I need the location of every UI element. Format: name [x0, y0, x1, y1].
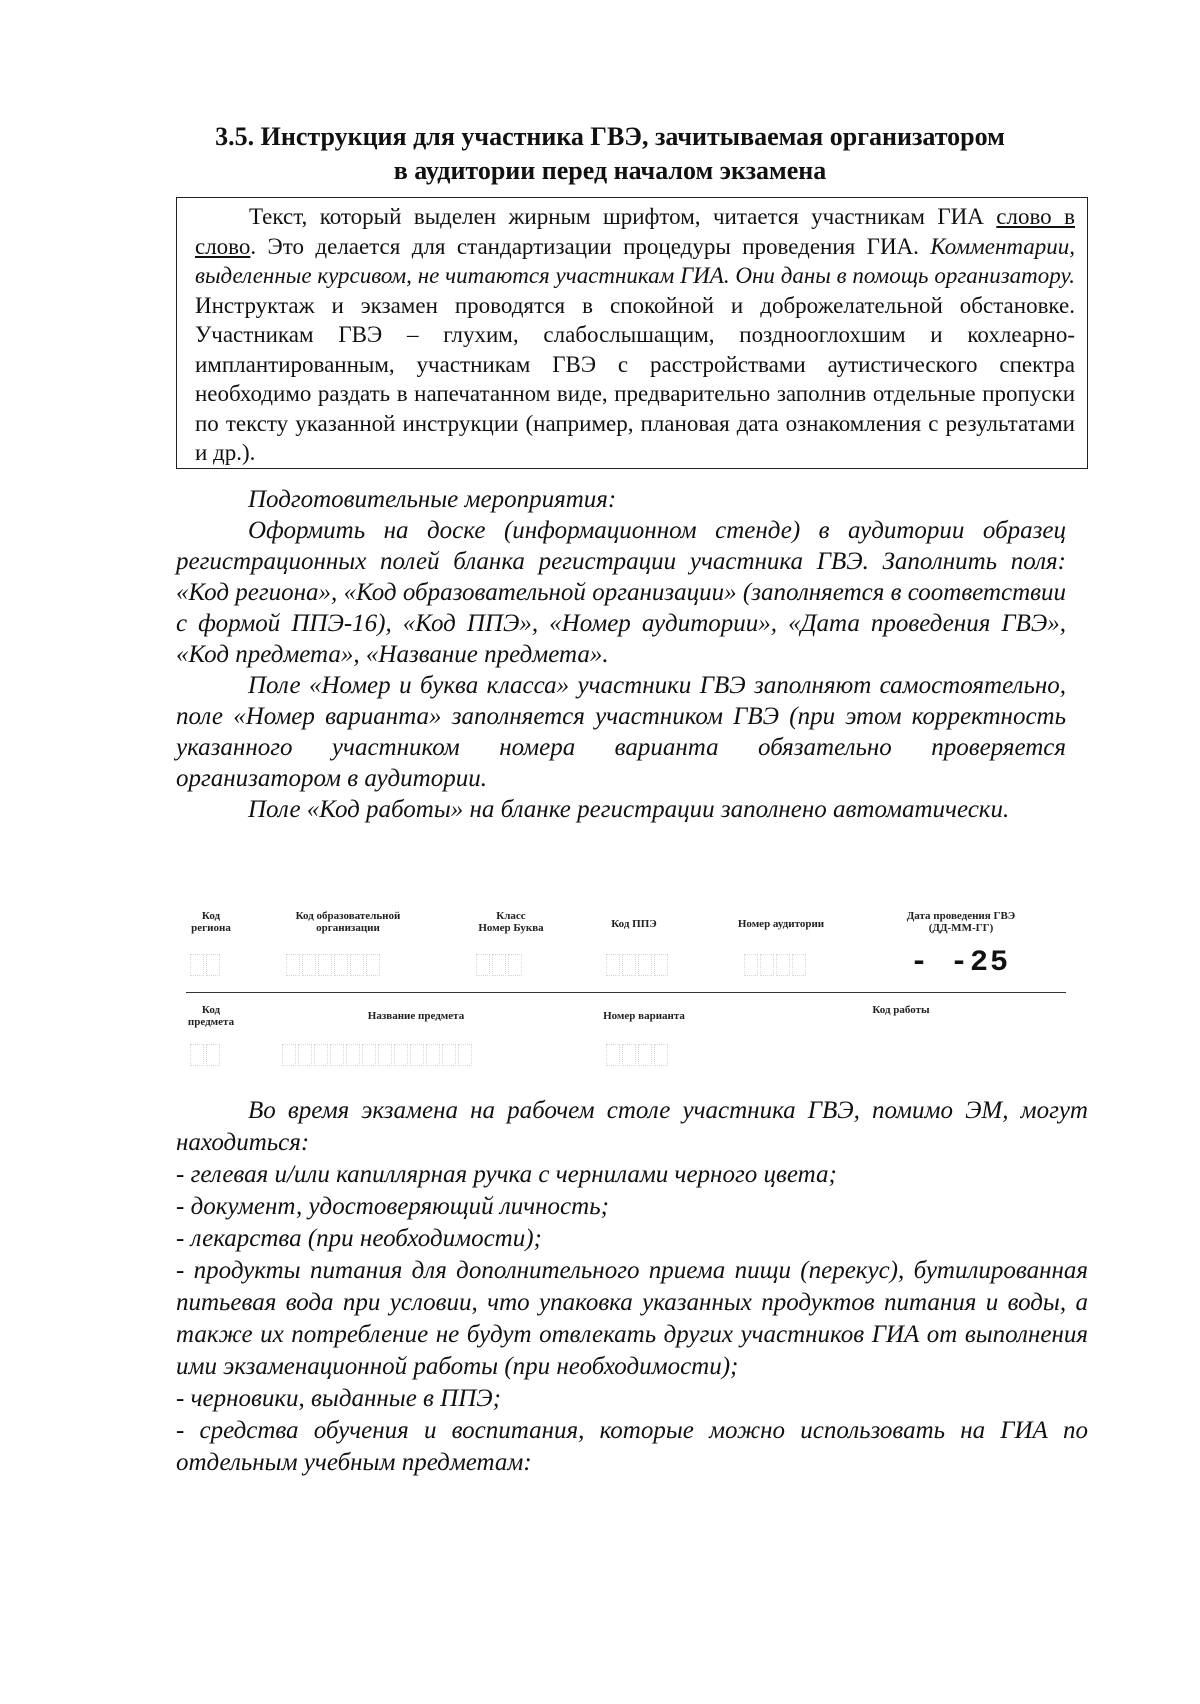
org-code-cells	[286, 954, 380, 976]
ppe-code-cells	[606, 954, 668, 976]
list-item: - черновики, выданные в ППЭ;	[176, 1385, 501, 1412]
list-item: - гелевая и/или капиллярная ручка с чернилами черного цвета;	[176, 1161, 837, 1188]
instruction-notice-box	[176, 197, 1088, 469]
section-title-line-2: в аудитории перед началом экзамена	[393, 156, 827, 185]
exam-date-value: - -25	[910, 946, 1011, 980]
form-label-class: Класс Номер Буква	[478, 910, 544, 934]
form-label-ppe-code: Код ППЭ	[611, 918, 657, 930]
list-item: - лекарства (при необходимости);	[176, 1225, 542, 1252]
subject-name-cells	[282, 1044, 472, 1066]
notice-text-2: . Это делается для стандартизации процедуры проведения ГИА.	[250, 233, 931, 259]
notice-text-3: Инструктаж и экзамен проводятся в спокойной и доброжелательной обстановке. Участникам ГВЭ – глухим, слабослышащим, позднооглохшим и кохлеарно-имплантированным, участникам ГВЭ с расстройствами аутистического спектра необходимо раздать в напечатанном виде, предварительно заполнив отдельные пропуски по тексту указанной инструкции (например, плановая дата ознакомления с результатами и др.).	[195, 292, 1075, 465]
exam-desk-items	[176, 1095, 1088, 1479]
exam-intro: Во время экзамена на рабочем столе участника ГВЭ, помимо ЭМ, могут находиться:	[176, 1097, 1088, 1156]
notice-italic-text: Комментарии, выделенные курсивом, не читаются участникам ГИА. Они даны в помощь организатору.	[195, 233, 1075, 288]
variant-number-cells	[606, 1044, 668, 1066]
preparation-heading: Подготовительные мероприятия:	[248, 486, 617, 513]
class-cells	[476, 954, 522, 976]
list-item: - продукты питания для дополнительного приема пищи (перекус), бутилированная питьевая вода при условии, что упаковка указанных продуктов питания и воды, а также их потребление не будут отвлекать других участников ГИА от выполнения ими экзаменационной работы (при необходимости);	[176, 1257, 1088, 1380]
list-item: - документ, удостоверяющий личность;	[176, 1193, 609, 1220]
preparation-section	[176, 484, 1066, 825]
section-title-line-1: 3.5. Инструкция для участника ГВЭ, зачитываемая организатором	[215, 122, 1005, 151]
form-label-work-code: Код работы	[872, 1004, 930, 1016]
form-label-region-code: Код региона	[191, 910, 231, 934]
form-label-subject-code: Код предмета	[187, 1004, 235, 1028]
form-label-room-number: Номер аудитории	[737, 918, 825, 930]
form-label-variant-number: Номер варианта	[603, 1010, 685, 1022]
region-code-cells	[190, 954, 220, 976]
subject-code-cells	[190, 1044, 220, 1066]
notice-underlined-text: слово в слово	[195, 204, 1075, 259]
form-label-exam-date: Дата проведения ГВЭ (ДД-ММ-ГГ)	[906, 910, 1016, 934]
preparation-paragraph-2: Поле «Номер и буква класса» участники ГВЭ заполняют самостоятельно, поле «Номер варианта» заполняется участником ГВЭ (при этом корректность указанного участником номера варианта обязательно проверяется организатором в аудитории.	[176, 672, 1066, 792]
registration-form-sample	[186, 904, 1066, 1079]
preparation-paragraph-3: Поле «Код работы» на бланке регистрации заполнено автоматически.	[248, 796, 1010, 823]
section-title	[160, 120, 1060, 188]
preparation-paragraph-1: Оформить на доске (информационном стенде) в аудитории образец регистрационных полей бланка регистрации участника ГВЭ. Заполнить поля: «Код региона», «Код образовательной организации» (заполняется в соответствии с формой ППЭ-16), «Код ППЭ», «Номер аудитории», «Дата проведения ГВЭ», «Код предмета», «Название предмета».	[176, 517, 1066, 668]
form-divider	[186, 992, 1066, 993]
room-number-cells	[744, 954, 806, 976]
form-label-org-code: Код образовательной организации	[295, 910, 401, 934]
form-label-subject-name: Название предмета	[367, 1010, 465, 1022]
notice-text-1: Текст, который выделен жирным шрифтом, читается участникам ГИА	[249, 204, 997, 229]
list-item: - средства обучения и воспитания, которые можно использовать на ГИА по отдельным учебным предметам:	[176, 1417, 1088, 1476]
